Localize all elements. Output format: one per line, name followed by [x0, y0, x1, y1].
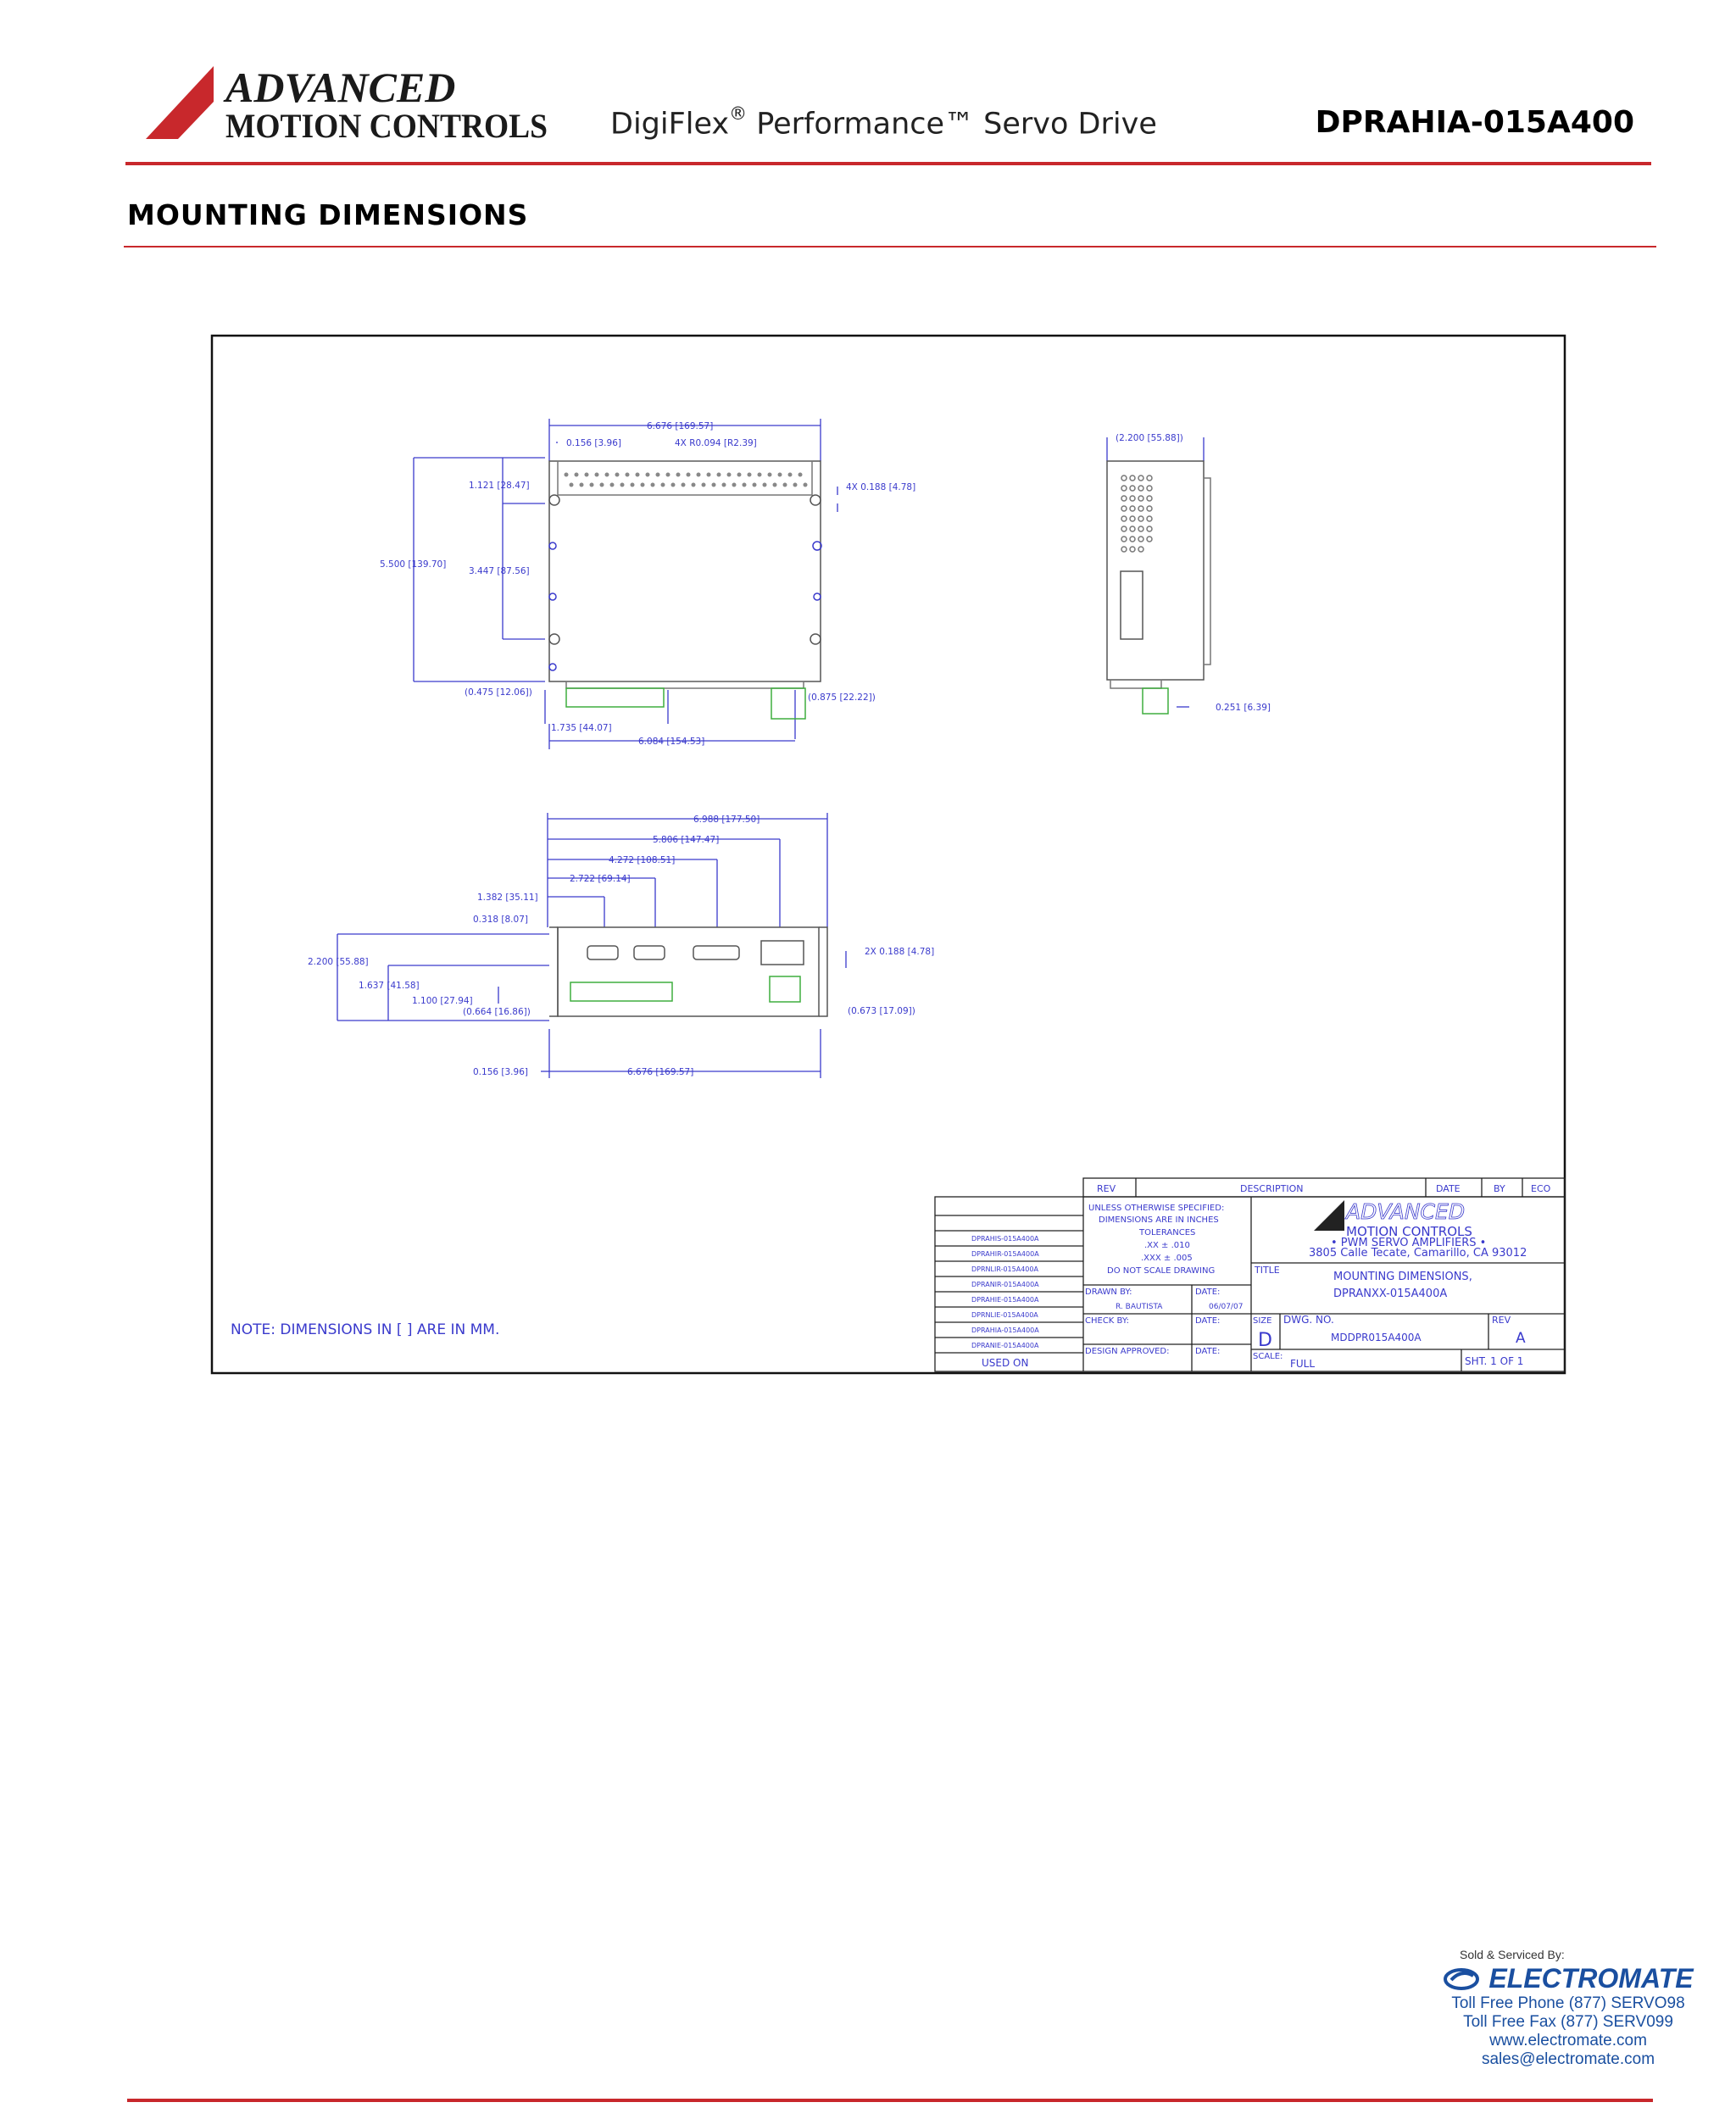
dim-front-depth: (0.673 [17.09]) — [848, 1006, 915, 1016]
used-on-4: DPRAHIE-015A400A — [971, 1296, 1039, 1304]
tol-line-3: .XX ± .010 — [1144, 1241, 1190, 1250]
tb-company-3: • PWM SERVO AMPLIFIERS • — [1331, 1237, 1487, 1249]
tb-rev: A — [1516, 1330, 1526, 1347]
footer-divider — [127, 2099, 1653, 2102]
dim-front-width: 6.988 [177.50] — [693, 815, 760, 825]
logo-line1: ADVANCED — [225, 64, 456, 111]
toll-free-phone: Toll Free Phone (877) SERVO98 — [1451, 1994, 1685, 2012]
dim-front-h4: (0.664 [16.86]) — [463, 1007, 531, 1017]
tol-line-2: TOLERANCES — [1139, 1228, 1196, 1237]
header-divider — [125, 162, 1651, 165]
dimension-lines — [337, 419, 1204, 1078]
tb-date: 06/07/07 — [1209, 1303, 1244, 1311]
dim-top-slot: 1.121 [28.47] — [469, 481, 530, 491]
dim-top-hole-pitch: 3.447 [87.56] — [469, 566, 530, 576]
tb-size-label: SIZE — [1253, 1316, 1272, 1326]
dim-top-width: 6.676 [169.57] — [647, 421, 714, 431]
rev-col-description: DESCRIPTION — [1240, 1183, 1304, 1194]
email-link[interactable]: sales@electromate.com — [1481, 2050, 1655, 2068]
tol-line-4: .XXX ± .005 — [1141, 1254, 1193, 1263]
used-on-6: DPRAHIA-015A400A — [971, 1326, 1039, 1334]
dim-top-conn-depth2: (0.875 [22.22]) — [808, 692, 876, 703]
used-on-2: DPRNLIR-015A400A — [971, 1265, 1038, 1273]
dim-side-depth: (2.200 [55.88]) — [1116, 433, 1183, 443]
dim-front-conn2: 2.722 [69.14] — [570, 874, 631, 884]
dim-top-hole: 4X 0.188 [4.78] — [846, 482, 916, 492]
dim-top-radius: 4X R0.094 [R2.39] — [675, 438, 757, 448]
electromate-swoosh-icon — [1443, 1967, 1480, 1991]
dim-front-h2: 1.637 [41.58] — [359, 981, 420, 991]
used-on-5: DPRNLIE-015A400A — [971, 1311, 1038, 1319]
tb-sheet: SHT. 1 OF 1 — [1465, 1355, 1524, 1367]
tb-design-label: DESIGN APPROVED: — [1085, 1347, 1170, 1356]
tb-company-1: ADVANCED — [1346, 1199, 1466, 1224]
mm-note: NOTE: DIMENSIONS IN [ ] ARE IN MM. — [231, 1321, 500, 1338]
toll-free-fax: Toll Free Fax (877) SERV099 — [1463, 2013, 1673, 2031]
model-number: DPRAHIA-015A400 — [1315, 105, 1634, 140]
tb-dwg-label: DWG. NO. — [1283, 1314, 1334, 1326]
dim-top-conn-depth: (0.475 [12.06]) — [465, 687, 532, 698]
dim-front-edge: 0.318 [8.07] — [473, 915, 528, 925]
logo-line2: MOTION CONTROLS — [225, 107, 548, 141]
tb-scale: FULL — [1290, 1358, 1316, 1370]
sold-by-label: Sold & Serviced By: — [1460, 1948, 1565, 1961]
website-link[interactable]: www.electromate.com — [1489, 2032, 1647, 2049]
dim-top-conn2: 6.084 [154.53] — [638, 737, 705, 747]
used-on-0: DPRAHIS-015A400A — [971, 1235, 1039, 1243]
tb-size: D — [1258, 1330, 1272, 1351]
rev-col-rev: REV — [1097, 1183, 1116, 1194]
dim-front-conn3: 4.272 [108.51] — [609, 855, 676, 865]
dim-top-offset: 0.156 [3.96] — [566, 438, 621, 448]
tb-drawn-by: R. BAUTISTA — [1116, 1303, 1163, 1311]
tb-rev-label: REV — [1492, 1315, 1511, 1326]
used-on-label: USED ON — [982, 1357, 1029, 1369]
dim-side-flange: 0.251 [6.39] — [1216, 703, 1271, 713]
section-title: MOUNTING DIMENSIONS — [127, 198, 529, 231]
front-view — [549, 927, 827, 1016]
dim-front-height: 2.200 [55.88] — [308, 957, 369, 967]
tb-check-label: CHECK BY: — [1085, 1316, 1130, 1326]
dim-front-offset: 0.156 [3.96] — [473, 1067, 528, 1077]
used-on-7: DPRANIE-015A400A — [971, 1342, 1039, 1349]
dim-front-h3: 1.100 [27.94] — [412, 996, 473, 1006]
tb-scale-label: SCALE: — [1253, 1352, 1283, 1361]
title-block-logo-triangle — [1314, 1200, 1344, 1231]
used-on-1: DPRAHIR-015A400A — [971, 1250, 1039, 1258]
tb-design-date-label: DATE: — [1195, 1347, 1221, 1356]
rev-col-date: DATE — [1436, 1183, 1461, 1194]
tol-line-5: DO NOT SCALE DRAWING — [1107, 1266, 1216, 1276]
tb-check-date-label: DATE: — [1195, 1316, 1221, 1326]
used-on-3: DPRANIR-015A400A — [971, 1281, 1039, 1288]
tol-line-1: DIMENSIONS ARE IN INCHES — [1099, 1215, 1219, 1225]
tb-title-2: DPRANXX-015A400A — [1333, 1288, 1448, 1300]
electromate-block — [1441, 1948, 1695, 2069]
tb-dwg-no: MDDPR015A400A — [1331, 1332, 1422, 1343]
tb-title-1: MOUNTING DIMENSIONS, — [1333, 1271, 1472, 1283]
side-view — [1107, 461, 1210, 714]
dim-front-hole: 2X 0.188 [4.78] — [865, 947, 935, 957]
advanced-motion-controls-logo — [144, 64, 551, 141]
top-view — [549, 461, 821, 719]
dim-front-conn4: 5.806 [147.47] — [653, 835, 720, 845]
tb-company-2: MOTION CONTROLS — [1346, 1224, 1472, 1239]
product-name: DigiFlex® Performance™ Servo Drive — [610, 103, 1157, 142]
tol-line-0: UNLESS OTHERWISE SPECIFIED: — [1088, 1204, 1225, 1213]
dim-front-conn1: 1.382 [35.11] — [477, 893, 538, 903]
dim-front-mount: 6.676 [169.57] — [627, 1067, 694, 1077]
electromate-brand: ELECTROMATE — [1441, 1963, 1695, 1994]
mounting-dimensions-drawing — [210, 334, 1566, 1375]
section-divider — [124, 246, 1656, 247]
rev-col-eco: ECO — [1531, 1183, 1551, 1194]
dim-top-conn1: 1.735 [44.07] — [551, 723, 612, 733]
tb-address: 3805 Calle Tecate, Camarillo, CA 93012 — [1309, 1247, 1527, 1260]
tb-date-label: DATE: — [1195, 1288, 1221, 1297]
rev-col-by: BY — [1494, 1183, 1505, 1194]
tb-drawn-label: DRAWN BY: — [1085, 1288, 1132, 1297]
dim-top-height: 5.500 [139.70] — [380, 559, 447, 570]
tb-title-label: TITLE — [1255, 1265, 1280, 1276]
